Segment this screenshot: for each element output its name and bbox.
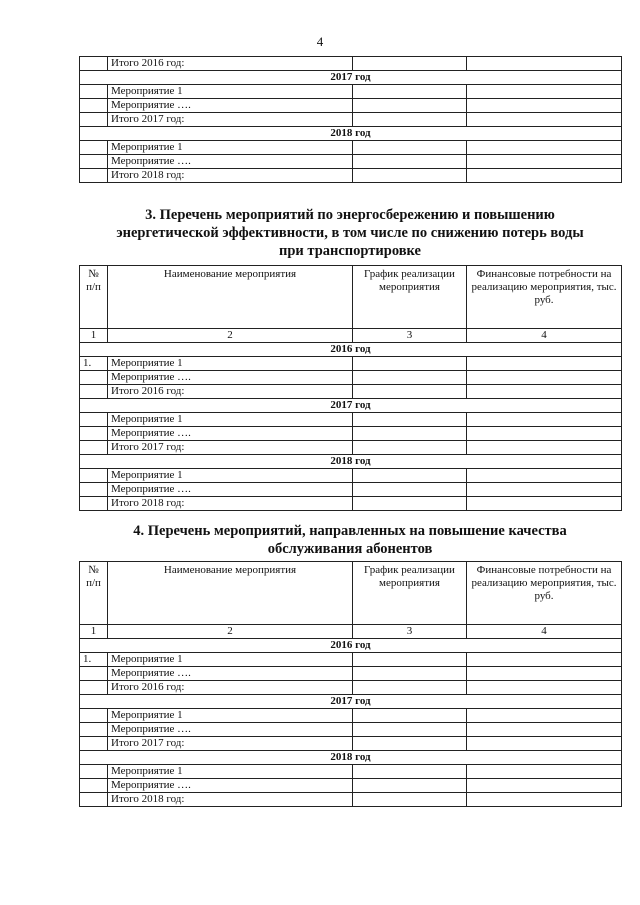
page-number: 4 [316,34,324,49]
finance-cell [467,99,622,113]
measure-name: Мероприятие …. [108,779,353,793]
finance-cell [467,793,622,807]
column-number: 2 [108,625,353,639]
finance-cell [467,371,622,385]
section-4-title [80,522,620,558]
row-number [80,371,108,385]
header-finance: Финансовые потребности на реализацию мероприятия, тыс. руб. [467,562,622,625]
section-4-title-line: обслуживания абонентов [267,541,433,557]
section-3-table [79,265,622,511]
schedule-cell [353,441,467,455]
table-row [80,667,622,681]
header-number: № п/п [80,266,108,329]
total-label: Итого 2017 год: [108,113,353,127]
finance-cell [467,737,622,751]
measure-name: Мероприятие …. [108,371,353,385]
total-label: Итого 2017 год: [108,441,353,455]
schedule-cell [353,497,467,511]
finance-cell [467,385,622,399]
section-3-title-line: при транспортировке [279,243,421,259]
year-heading: 2017 год [80,695,622,709]
schedule-cell [353,469,467,483]
year-heading: 2018 год [80,751,622,765]
total-row [80,441,622,455]
section-3-title-line: энергетической эффективности, в том числе по снижению потерь воды [116,225,584,241]
table-row [80,371,622,385]
year-row [80,695,622,709]
finance-cell [467,155,622,169]
table-row [80,141,622,155]
year-row [80,71,622,85]
finance-cell [467,497,622,511]
schedule-cell [353,141,467,155]
finance-cell [467,85,622,99]
measure-name: Мероприятие …. [108,99,353,113]
total-row [80,57,622,71]
total-label: Итого 2016 год: [108,57,353,71]
total-row [80,497,622,511]
year-row [80,343,622,357]
row-number [80,57,108,71]
table-row [80,427,622,441]
total-label: Итого 2018 год: [108,497,353,511]
table-row [80,469,622,483]
finance-cell [467,357,622,371]
total-row [80,793,622,807]
year-heading: 2018 год [80,455,622,469]
header-name: Наименование мероприятия [108,266,353,329]
schedule-cell [353,99,467,113]
finance-cell [467,709,622,723]
year-heading: 2016 год [80,639,622,653]
column-number: 3 [353,625,467,639]
schedule-cell [353,385,467,399]
column-number: 4 [467,625,622,639]
measure-name: Мероприятие 1 [108,653,353,667]
year-heading: 2016 год [80,343,622,357]
row-number [80,681,108,695]
row-number [80,723,108,737]
measure-name: Мероприятие 1 [108,85,353,99]
schedule-cell [353,779,467,793]
schedule-cell [353,723,467,737]
table-row [80,723,622,737]
schedule-cell [353,413,467,427]
finance-cell [467,681,622,695]
finance-cell [467,141,622,155]
row-number [80,469,108,483]
column-number-row [80,329,622,343]
schedule-cell [353,653,467,667]
finance-cell [467,469,622,483]
finance-cell [467,723,622,737]
column-number: 2 [108,329,353,343]
measure-name: Мероприятие 1 [108,357,353,371]
column-number-row [80,625,622,639]
column-number: 1 [80,329,108,343]
column-number: 3 [353,329,467,343]
measure-name: Мероприятие 1 [108,413,353,427]
header-number: № п/п [80,562,108,625]
total-row [80,681,622,695]
table-row [80,653,622,667]
row-number [80,99,108,113]
finance-cell [467,57,622,71]
table-row [80,709,622,723]
measure-name: Мероприятие 1 [108,709,353,723]
year-heading: 2017 год [80,71,622,85]
row-number [80,113,108,127]
schedule-cell [353,483,467,497]
row-number [80,385,108,399]
row-number: 1. [80,357,108,371]
total-row [80,737,622,751]
schedule-cell [353,371,467,385]
finance-cell [467,779,622,793]
total-row [80,385,622,399]
finance-cell [467,765,622,779]
table-row [80,99,622,113]
section-4-table [79,561,622,807]
section-4-title-line: 4. Перечень мероприятий, направленных на повышение качества [133,523,567,539]
schedule-cell [353,85,467,99]
schedule-cell [353,793,467,807]
measure-name: Мероприятие …. [108,427,353,441]
row-number [80,141,108,155]
schedule-cell [353,357,467,371]
total-row [80,113,622,127]
measure-name: Мероприятие …. [108,667,353,681]
measure-name: Мероприятие …. [108,483,353,497]
table-row [80,779,622,793]
finance-cell [467,169,622,183]
schedule-cell [353,709,467,723]
year-row [80,455,622,469]
row-number [80,709,108,723]
table-header-row [80,266,622,329]
column-number: 4 [467,329,622,343]
header-schedule: График реализации мероприятия [353,562,467,625]
row-number [80,85,108,99]
year-heading: 2018 год [80,127,622,141]
table-header-row [80,562,622,625]
row-number [80,667,108,681]
schedule-cell [353,681,467,695]
column-number: 1 [80,625,108,639]
row-number [80,441,108,455]
row-number [80,737,108,751]
measure-name: Мероприятие …. [108,723,353,737]
total-label: Итого 2018 год: [108,793,353,807]
schedule-cell [353,155,467,169]
finance-cell [467,113,622,127]
total-label: Итого 2016 год: [108,385,353,399]
header-name: Наименование мероприятия [108,562,353,625]
total-label: Итого 2017 год: [108,737,353,751]
measure-name: Мероприятие 1 [108,469,353,483]
total-row [80,169,622,183]
row-number [80,779,108,793]
finance-cell [467,441,622,455]
row-number [80,413,108,427]
row-number [80,427,108,441]
year-row [80,751,622,765]
section-3-title-line: 3. Перечень мероприятий по энергосбережению и повышению [145,207,555,223]
row-number: 1. [80,653,108,667]
table-row [80,85,622,99]
schedule-cell [353,169,467,183]
section-3-title [80,206,620,260]
total-label: Итого 2018 год: [108,169,353,183]
table-row [80,413,622,427]
row-number [80,793,108,807]
total-label: Итого 2016 год: [108,681,353,695]
header-finance: Финансовые потребности на реализацию мероприятия, тыс. руб. [467,266,622,329]
table-row [80,483,622,497]
measure-name: Мероприятие 1 [108,141,353,155]
measure-name: Мероприятие 1 [108,765,353,779]
schedule-cell [353,765,467,779]
row-number [80,169,108,183]
finance-cell [467,653,622,667]
finance-cell [467,413,622,427]
header-schedule: График реализации мероприятия [353,266,467,329]
year-row [80,399,622,413]
row-number [80,155,108,169]
schedule-cell [353,113,467,127]
measure-name: Мероприятие …. [108,155,353,169]
year-row [80,639,622,653]
table-row [80,155,622,169]
schedule-cell [353,57,467,71]
row-number [80,765,108,779]
continued-table [79,56,622,183]
finance-cell [467,667,622,681]
schedule-cell [353,427,467,441]
row-number [80,497,108,511]
year-heading: 2017 год [80,399,622,413]
finance-cell [467,427,622,441]
table-row [80,765,622,779]
year-row [80,127,622,141]
row-number [80,483,108,497]
finance-cell [467,483,622,497]
schedule-cell [353,667,467,681]
schedule-cell [353,737,467,751]
table-row [80,357,622,371]
